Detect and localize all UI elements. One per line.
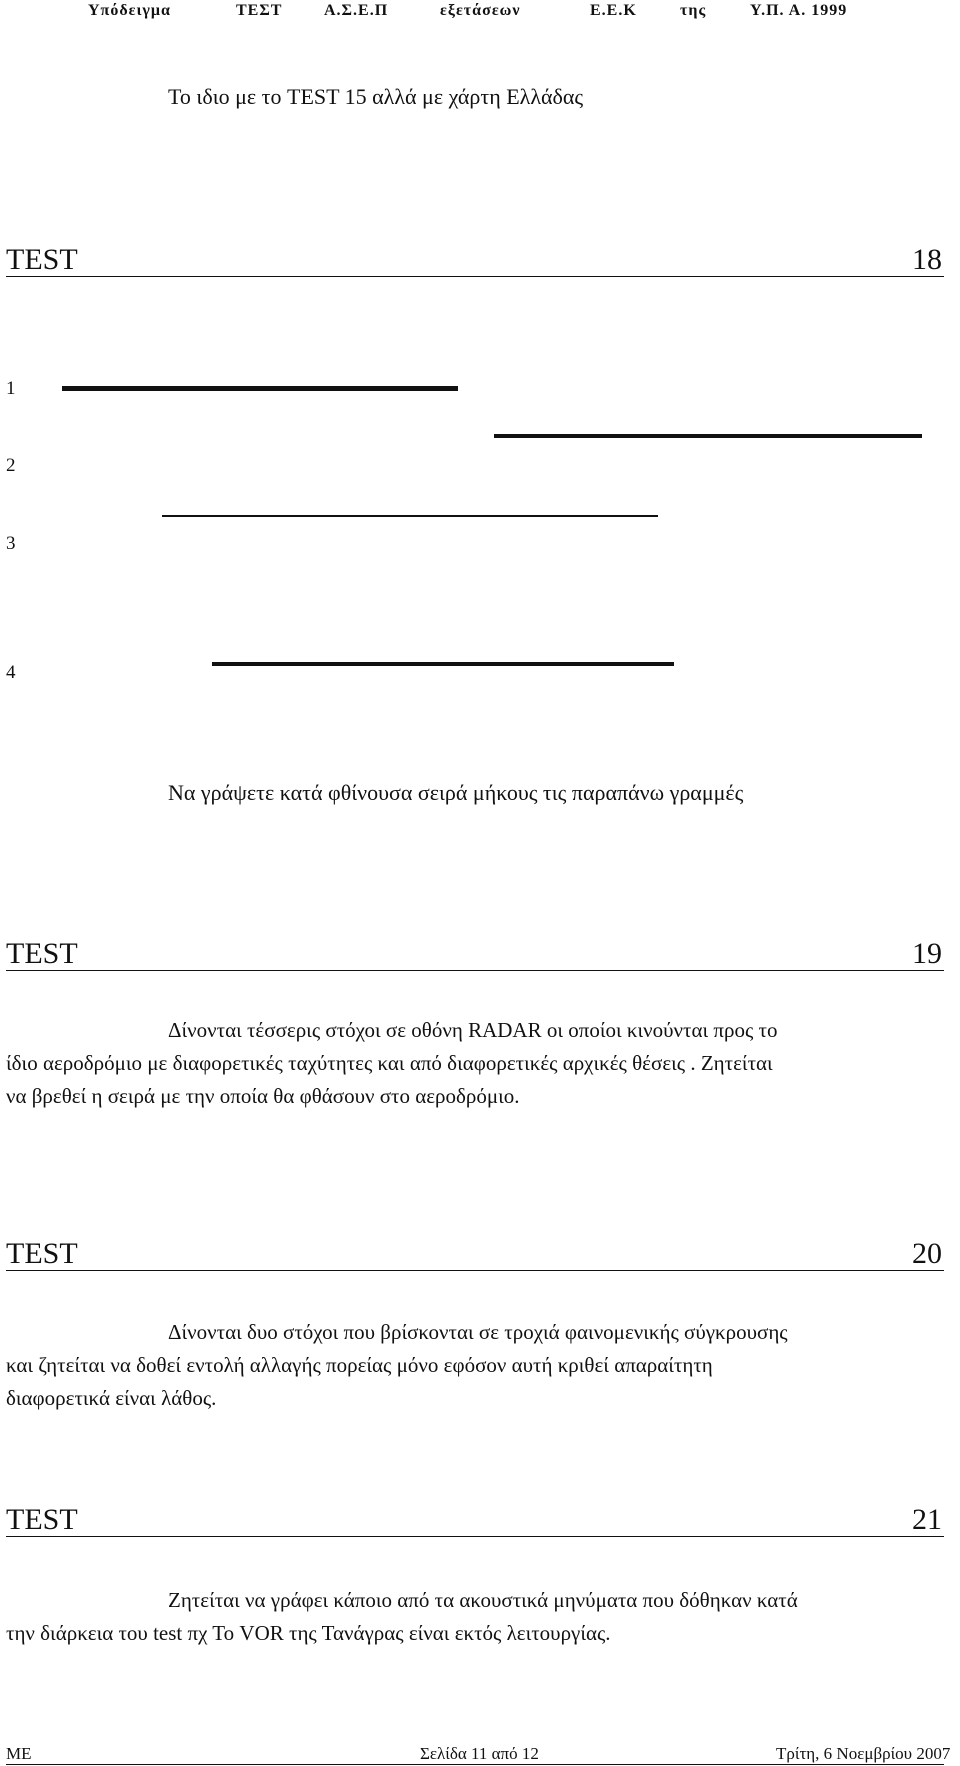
footer-center: Σελίδα 11 από 12 [420,1744,539,1763]
test-18-rule [6,276,944,277]
test-18-instruction: Να γράψετε κατά φθίνουσα σειρά μήκους τις παραπάνω γραμμές [168,780,744,805]
test-21-line-2: την διάρκεια του test πχ Το VOR της Τανάγρας είναι εκτός λειτουργίας. [6,1621,611,1645]
test-20-line-1: Δίνονται δυο στόχοι που βρίσκονται σε τροχιά φαινομενικής σύγκρουσης [168,1320,788,1344]
line-label-1: 1 [6,378,16,399]
test-21-line-1: Ζητείται να γράφει κάποιο από τα ακουστικά μηνύματα που δόθηκαν κατά [168,1588,798,1612]
test-19-rule [6,970,944,971]
line-2 [494,434,922,438]
footer-rule [6,1764,944,1765]
test-18-title: TEST [6,243,78,276]
header-part: Α.Σ.Ε.Π [324,2,389,19]
test-20-line-3: διαφορετικά είναι λάθος. [6,1386,217,1410]
intro-line: Το ιδιο με το TEST 15 αλλά με χάρτη Ελλάδας [168,84,584,109]
test-20-title: TEST [6,1237,78,1270]
line-1 [62,386,458,391]
line-3 [162,515,658,517]
test-18-number: 18 [912,243,942,276]
test-19-number: 19 [912,937,942,970]
test-20-line-2: και ζητείται να δοθεί εντολή αλλαγής πορείας μόνο εφόσον αυτή κριθεί απαραίτητη [6,1353,713,1377]
test-21-rule [6,1536,944,1537]
header-part: Υπόδειγμα [88,2,171,19]
header-part: Ε.Ε.Κ [590,2,637,19]
test-21-number: 21 [912,1503,942,1536]
header-part: ΤΕΣΤ [236,2,283,19]
test-19-title: TEST [6,937,78,970]
line-label-2: 2 [6,455,16,476]
line-label-3: 3 [6,533,16,554]
test-20-number: 20 [912,1237,942,1270]
test-19-line-1: Δίνονται τέσσερις στόχοι σε οθόνη RADAR οι οποίοι κινούνται προς το [168,1018,778,1042]
line-4 [212,662,674,666]
test-19-line-2: ίδιο αεροδρόμιο με διαφορετικές ταχύτητες και από διαφορετικές αρχικές θέσεις . Ζητείται [6,1051,773,1075]
line-label-4: 4 [6,662,16,683]
footer-right: Τρίτη, 6 Νοεμβρίου 2007 [776,1744,951,1763]
test-21-title: TEST [6,1503,78,1536]
test-19-line-3: να βρεθεί η σειρά με την οποία θα φθάσουν στο αεροδρόμιο. [6,1084,520,1108]
footer-left: ΜΕ [6,1744,32,1763]
header-part: Υ.Π. Α. 1999 [750,2,848,19]
header-part: της [680,2,707,19]
header-part: εξετάσεων [440,2,521,19]
test-20-rule [6,1270,944,1271]
